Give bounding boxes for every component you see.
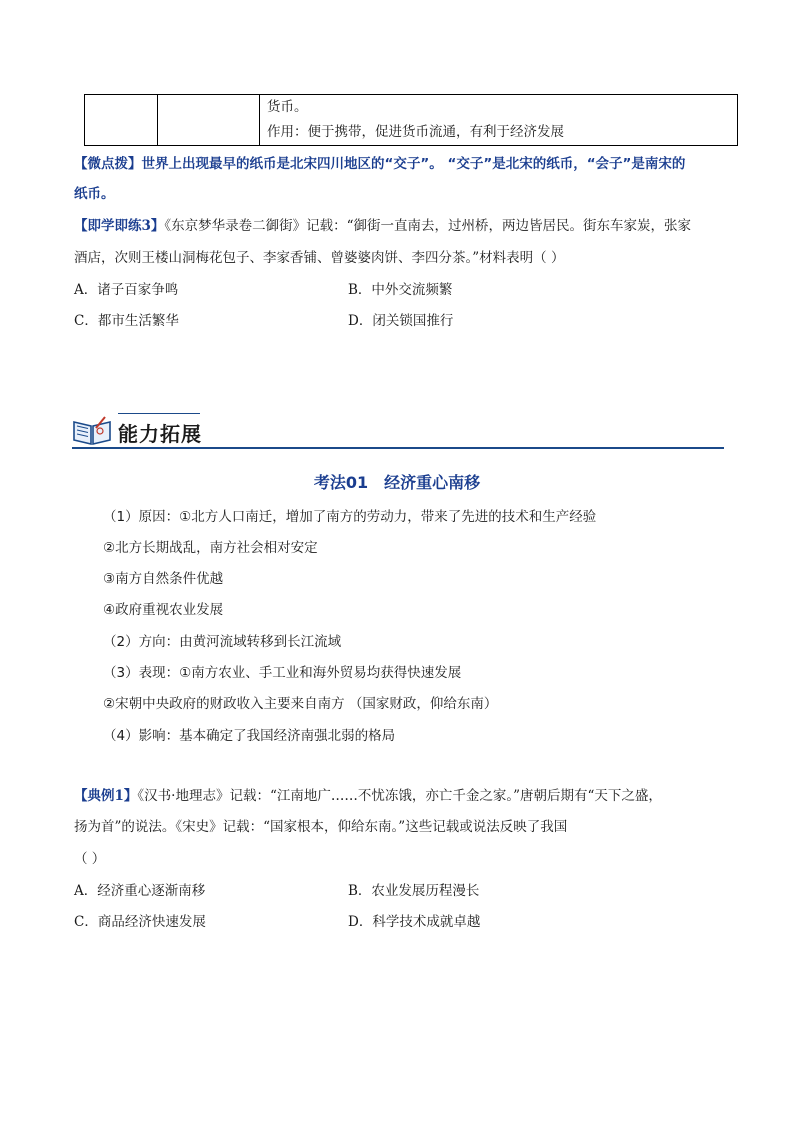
- method-line: （4）影响：基本确定了我国经济南强北弱的格局: [103, 728, 396, 744]
- table-divider: [259, 95, 260, 145]
- option-d: D．科学技术成就卓越: [348, 914, 481, 930]
- option-c: C．商品经济快速发展: [74, 914, 206, 930]
- method-line: ④政府重视农业发展: [103, 602, 224, 618]
- option-a: A．诸子百家争鸣: [74, 282, 179, 298]
- example-text: 《汉书·地理志》记载：“江南地广……不忧冻饿，亦亡千金之家。”唐朝后期有“天下之盛，: [137, 788, 662, 804]
- option-b: B．农业发展历程漫长: [348, 883, 480, 899]
- table-cell-text: 货币。: [267, 99, 308, 115]
- tip-text-cont: 纸币。: [74, 186, 115, 202]
- option-a: A．经济重心逐渐南移: [74, 883, 206, 899]
- method-line: ②北方长期战乱，南方社会相对安定: [103, 540, 318, 556]
- tip-paragraph: [74, 154, 685, 174]
- option-c: C．都市生活繁华: [74, 313, 179, 329]
- practice-question: [74, 216, 691, 236]
- practice-text-cont: 酒店，次则王楼山洞梅花包子、李家香铺、曾婆婆肉饼、李四分茶。”材料表明（ ）: [74, 250, 565, 266]
- practice-text: 《东京梦华录卷二御街》记载：“御街一直南去，过州桥，两边皆居民。街东车家炭，张家: [164, 218, 692, 234]
- method-title: 考法01 经济重心南移: [313, 473, 481, 492]
- book-icon: [72, 414, 112, 450]
- tip-text: 世界上出现最早的纸币是北宋四川地区的“交子”。 “交子”是北宋的纸币，“会子”是南宋的: [141, 156, 686, 172]
- method-line: （2）方向：由黄河流域转移到长江流域: [103, 634, 342, 650]
- example-text-cont: 扬为首”的说法。《宋史》记载：“国家根本，仰给东南。”这些记载或说法反映了我国: [74, 819, 568, 835]
- answer-bracket: （ ）: [74, 851, 106, 867]
- practice-tag: 【即学即练3】: [74, 218, 165, 234]
- table-cell-text: 作用：便于携带，促进货币流通，有利于经济发展: [267, 124, 564, 140]
- method-line: （3）表现：①南方农业、手工业和海外贸易均获得快速发展: [103, 665, 462, 681]
- section-title: 能力拓展: [118, 422, 202, 446]
- example-question: [74, 786, 662, 806]
- table-fragment: [84, 94, 738, 146]
- option-d: D．闭关锁国推行: [348, 313, 454, 329]
- section-header-accent: [118, 413, 200, 414]
- tip-tag: 【微点拨】: [74, 156, 142, 172]
- example-tag: 【典例1】: [74, 788, 138, 804]
- method-line: （1）原因：①北方人口南迁，增加了南方的劳动力，带来了先进的技术和生产经验: [103, 509, 597, 525]
- method-line: ②宋朝中央政府的财政收入主要来自南方 （国家财政，仰给东南）: [103, 696, 498, 712]
- section-divider: [72, 447, 724, 449]
- table-divider: [157, 95, 158, 145]
- option-b: B．中外交流频繁: [348, 282, 453, 298]
- method-line: ③南方自然条件优越: [103, 571, 224, 587]
